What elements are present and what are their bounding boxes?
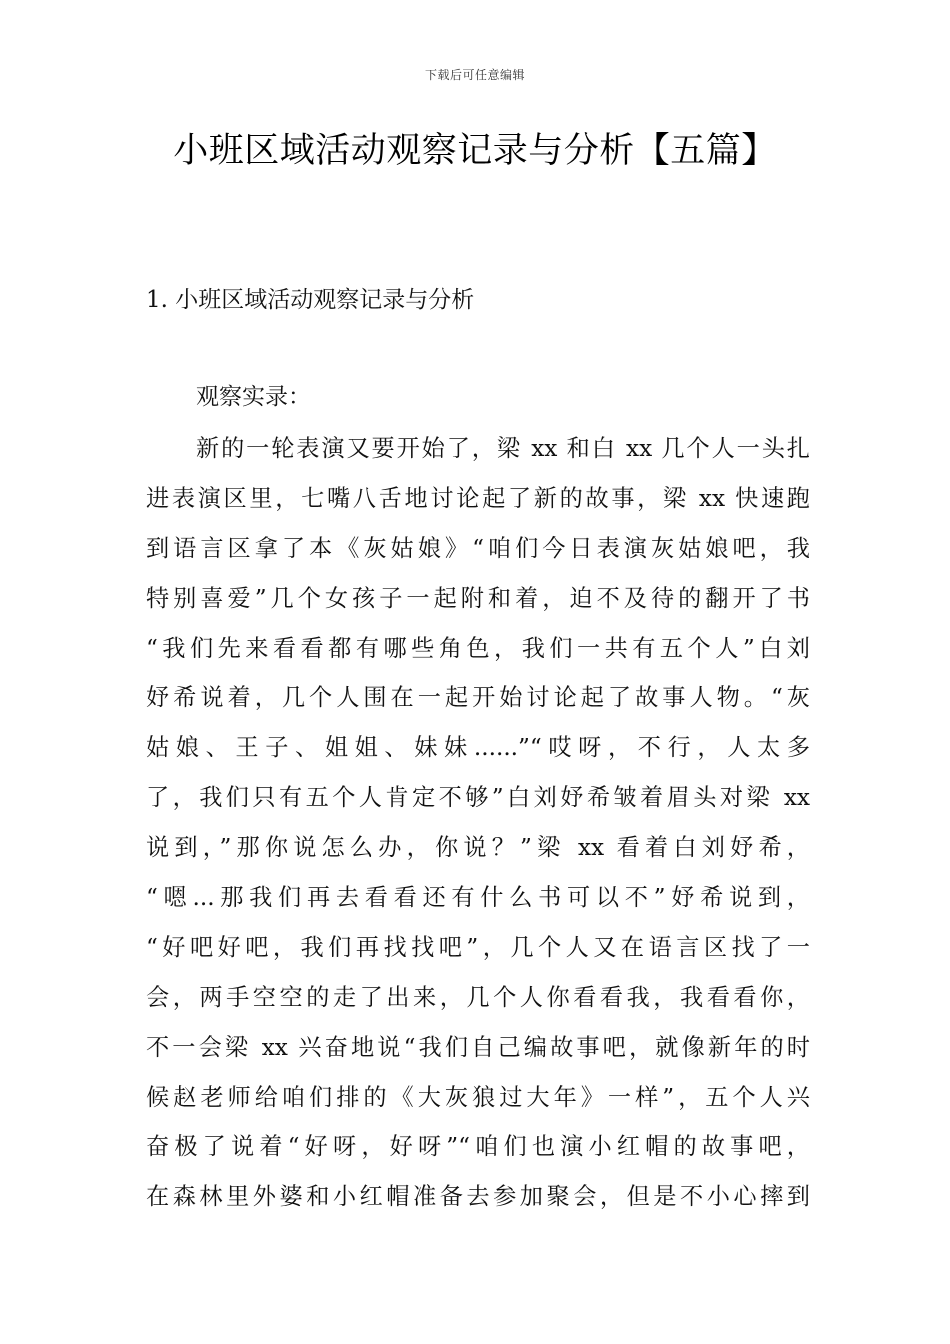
body-line: 奋极了说着“好呀，好呀”“咱们也演小红帽的故事吧， xyxy=(146,1133,810,1161)
body-line: 会，两手空空的走了出来，几个人你看看我，我看看你， xyxy=(146,983,810,1011)
body-line: “我们先来看看都有哪些角色，我们一共有五个人”白刘 xyxy=(146,634,810,662)
body-line: 进表演区里，七嘴八舌地讨论起了新的故事，梁 xx 快速跑 xyxy=(146,484,810,512)
body-line: 不一会梁 xx 兴奋地说“我们自己编故事吧，就像新年的时 xyxy=(146,1033,810,1061)
section-heading: 1. 小班区域活动观察记录与分析 xyxy=(146,287,475,313)
body-line: 新的一轮表演又要开始了，梁 xx 和白 xx 几个人一头扎 xyxy=(196,435,810,462)
body-line: 了，我们只有五个人肯定不够”白刘妤希皱着眉头对梁 xx xyxy=(146,784,810,812)
body-line: 在森林里外婆和小红帽准备去参加聚会，但是不小心摔到 xyxy=(146,1183,810,1211)
header-note: 下载后可任意编辑 xyxy=(424,68,525,82)
observation-label: 观察实录： xyxy=(196,384,311,410)
body-line: 姑娘、王子、姐姐、妹妹......”“哎呀，不行，人太多 xyxy=(146,734,810,762)
body-line: 候赵老师给咱们排的《大灰狼过大年》一样”，五个人兴 xyxy=(146,1083,810,1111)
body-line: 说到，”那你说怎么办，你说？”梁 xx 看着白刘妤希， xyxy=(146,834,810,862)
body-line: “嗯...那我们再去看看还有什么书可以不”妤希说到， xyxy=(146,884,810,912)
body-paragraph xyxy=(146,430,810,1228)
body-line: 到语言区拿了本《灰姑娘》“咱们今日表演灰姑娘吧，我 xyxy=(146,534,810,562)
body-line: 妤希说着，几个人围在一起开始讨论起了故事人物。“灰 xyxy=(146,684,810,712)
body-line: “好吧好吧，我们再找找吧”，几个人又在语言区找了一 xyxy=(146,933,810,961)
body-line: 特别喜爱”几个女孩子一起附和着，迫不及待的翻开了书 xyxy=(146,584,810,612)
document-title: 小班区域活动观察记录与分析【五篇】 xyxy=(173,131,777,171)
